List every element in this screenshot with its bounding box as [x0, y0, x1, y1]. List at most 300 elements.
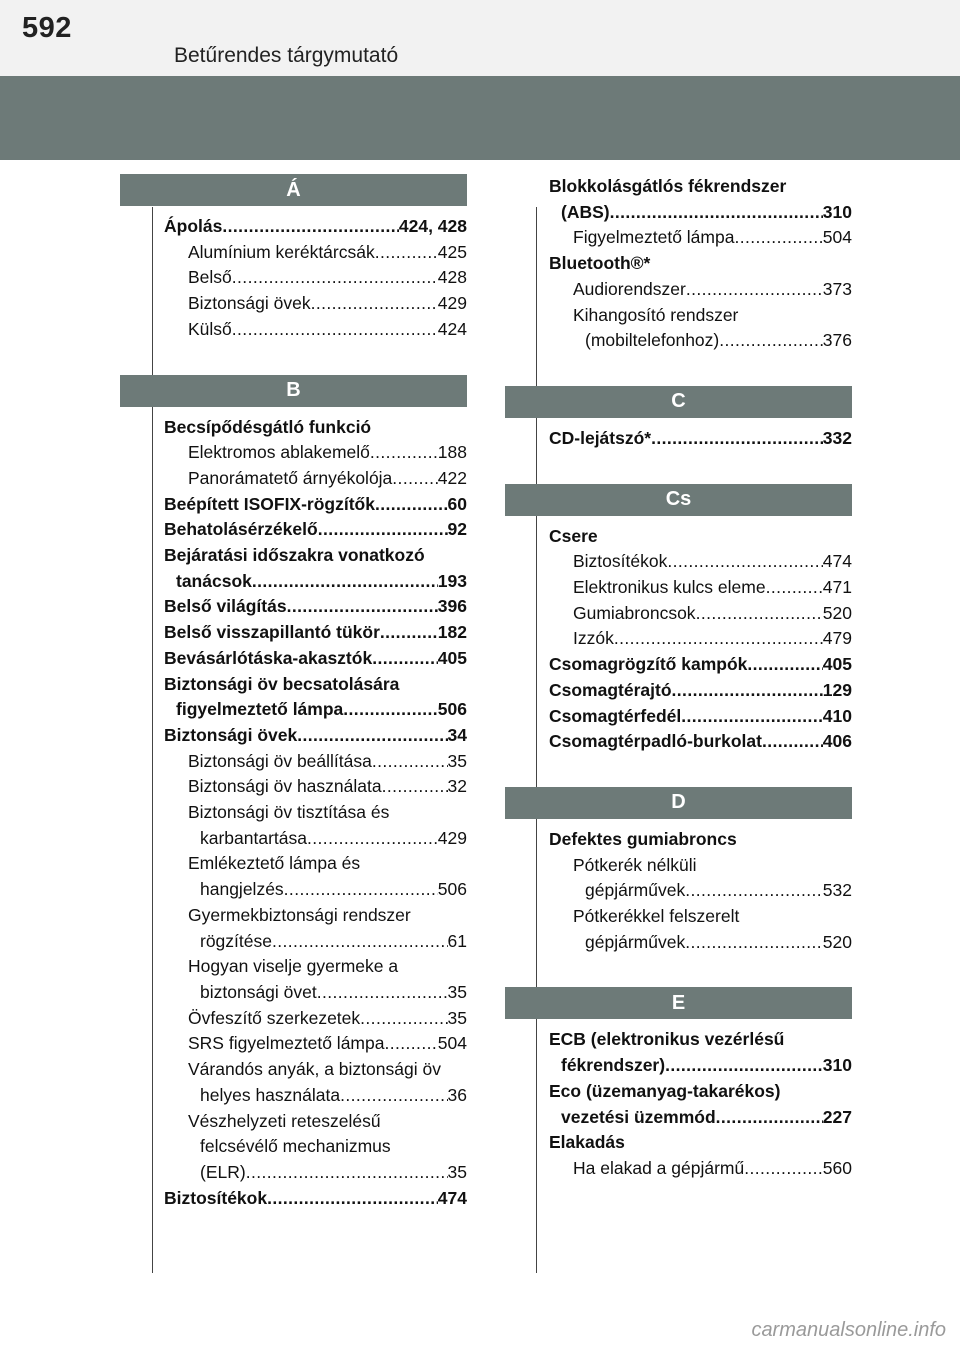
index-entry-line — [164, 646, 467, 672]
index-entry-line — [561, 1053, 852, 1079]
index-entry[interactable] — [120, 492, 467, 518]
index-entry-page: 504 — [822, 227, 852, 248]
dot-leader — [272, 929, 448, 955]
index-entry[interactable] — [120, 214, 467, 240]
index-entry-line — [188, 1109, 467, 1135]
section-gap — [120, 343, 467, 375]
section-header: C — [505, 386, 852, 418]
dot-leader — [382, 774, 448, 800]
index-entry[interactable] — [120, 954, 467, 980]
index-entry-term: CD-lejátszó* — [549, 427, 652, 448]
index-entry[interactable] — [120, 929, 467, 955]
index-entry[interactable] — [120, 415, 467, 441]
index-entry[interactable] — [120, 1006, 467, 1032]
dot-leader — [284, 877, 438, 903]
index-entry-term: Biztonsági övek — [188, 293, 311, 314]
index-entry[interactable] — [120, 517, 467, 543]
dot-leader — [614, 626, 823, 652]
dot-leader — [762, 729, 823, 755]
index-entry-term: Csomagtérajtó — [549, 679, 672, 700]
index-entry-page: 193 — [437, 570, 467, 591]
index-entry-page: 36 — [447, 1084, 467, 1105]
index-entry-term: Csomagtérpadló-burkolat — [549, 731, 762, 752]
index-entry-page: 560 — [822, 1157, 852, 1178]
index-entry[interactable] — [120, 723, 467, 749]
index-entry-page: 92 — [447, 519, 467, 540]
index-entry[interactable] — [120, 240, 467, 266]
dot-leader — [375, 492, 448, 518]
dot-leader — [719, 328, 823, 354]
index-entry-line — [549, 729, 852, 755]
index-entry[interactable] — [120, 1160, 467, 1186]
dot-leader — [372, 646, 438, 672]
index-entry-page: 61 — [447, 930, 467, 951]
index-entry-line — [561, 1105, 852, 1131]
dot-leader — [343, 697, 438, 723]
index-entry-term: Audiorendszer — [573, 278, 686, 299]
index-entry-page: 425 — [437, 241, 467, 262]
index-entry[interactable] — [120, 466, 467, 492]
index-entry-line — [549, 1130, 852, 1156]
dot-leader — [318, 517, 448, 543]
index-entry-term: Külső — [188, 318, 232, 339]
index-entry-line — [164, 492, 467, 518]
index-entry[interactable] — [505, 601, 852, 627]
index-entry-term: Elektronikus kulcs eleme — [573, 577, 766, 598]
index-entry-line — [188, 800, 467, 826]
index-entry[interactable] — [120, 1186, 467, 1212]
index-entry[interactable] — [505, 1079, 852, 1105]
left-column — [120, 174, 467, 1211]
index-entry[interactable] — [505, 1027, 852, 1053]
index-entry[interactable] — [505, 878, 852, 904]
index-entry-line — [561, 200, 852, 226]
index-entry-line — [549, 426, 852, 452]
index-entry[interactable] — [120, 569, 467, 595]
index-entry[interactable] — [120, 1134, 467, 1160]
dot-leader — [232, 265, 438, 291]
dot-leader — [672, 678, 823, 704]
index-entry-page: 406 — [822, 731, 852, 752]
index-entry[interactable] — [505, 1156, 852, 1182]
index-entry[interactable] — [120, 800, 467, 826]
index-entry-term: Vészhelyzeti reteszelésű — [188, 1110, 381, 1131]
index-entry[interactable] — [120, 749, 467, 775]
index-entry[interactable] — [120, 1031, 467, 1057]
index-entry-page: 35 — [447, 750, 467, 771]
dot-leader — [307, 826, 438, 852]
index-entry-term: figyelmeztető lámpa — [176, 699, 344, 720]
index-entry-line — [176, 697, 467, 723]
index-entry-term: Biztosítékok — [164, 1187, 268, 1208]
dot-leader — [610, 200, 823, 226]
index-entry-line — [188, 1031, 467, 1057]
index-entry-term: Csomagrögzítő kampók — [549, 654, 748, 675]
dot-leader — [372, 749, 448, 775]
index-entry-page: 474 — [437, 1187, 467, 1208]
index-entry[interactable] — [120, 1109, 467, 1135]
index-entry[interactable] — [120, 543, 467, 569]
index-entry-term: Belső világítás — [164, 596, 287, 617]
index-entry-page: 429 — [437, 293, 467, 314]
index-entry-page: 520 — [822, 931, 852, 952]
index-entry[interactable] — [120, 774, 467, 800]
index-entry-line — [176, 569, 467, 595]
index-entry[interactable] — [120, 1057, 467, 1083]
dot-leader — [340, 1083, 447, 1109]
dot-leader — [232, 317, 438, 343]
index-entry-line — [200, 929, 467, 955]
index-entry-page: 35 — [447, 1007, 467, 1028]
index-entry-term: Gumiabroncsok — [573, 602, 696, 623]
index-entry-term: Defektes gumiabroncs — [549, 828, 737, 849]
index-entry-line — [573, 277, 852, 303]
index-entry-term: Eco (üzemanyag-takarékos) — [549, 1080, 781, 1101]
dot-leader — [685, 930, 823, 956]
index-entry-line — [200, 980, 467, 1006]
index-entry-page: 520 — [822, 602, 852, 623]
index-entry[interactable] — [505, 174, 852, 200]
index-entry-term: helyes használata — [200, 1084, 341, 1105]
index-entry-line — [549, 827, 852, 853]
index-entry-line — [200, 826, 467, 852]
index-entry[interactable] — [505, 200, 852, 226]
dot-leader — [696, 601, 823, 627]
index-entry-term: Övfeszítő szerkezetek — [188, 1007, 361, 1028]
header-banner — [0, 76, 960, 160]
index-entry-term: Ápolás — [164, 216, 223, 236]
index-entry[interactable] — [120, 291, 467, 317]
index-entry-line — [188, 265, 467, 291]
index-entry[interactable] — [505, 549, 852, 575]
section-gap — [505, 354, 852, 386]
index-entry[interactable] — [120, 265, 467, 291]
index-entry-term: (ABS) — [561, 201, 610, 222]
index-entry[interactable] — [120, 903, 467, 929]
index-entry[interactable] — [505, 827, 852, 853]
index-entry-term: Gyermekbiztonsági rendszer — [188, 904, 411, 925]
dot-leader — [384, 1031, 437, 1057]
index-entry-page: 310 — [822, 201, 852, 222]
index-entry-line — [573, 626, 852, 652]
index-entry[interactable] — [120, 980, 467, 1006]
index-entry-line — [188, 954, 467, 980]
index-entry-line — [188, 291, 467, 317]
index-entry-term: gépjárművek — [585, 931, 686, 952]
dot-leader — [667, 549, 822, 575]
index-entry-term: Becsípődésgátló funkció — [164, 416, 372, 437]
index-entry[interactable] — [505, 678, 852, 704]
index-entry-term: karbantartása — [200, 827, 308, 848]
index-entry-line — [188, 1057, 467, 1083]
index-entry-page: 471 — [822, 577, 852, 598]
index-entry-line — [573, 601, 852, 627]
dot-leader — [370, 440, 438, 466]
index-entry-term: Panorámatető árnyékolója — [188, 467, 393, 488]
index-entry-line — [549, 1079, 852, 1105]
dot-leader — [716, 1105, 823, 1131]
index-entry-term: Belső visszapillantó tükör — [164, 622, 380, 643]
dot-leader — [380, 620, 438, 646]
index-entry-term: ECB (elektronikus vezérlésű — [549, 1029, 785, 1050]
index-entry-term: Emlékeztető lámpa és — [188, 853, 361, 874]
index-entry-term: Alumínium keréktárcsák — [188, 241, 375, 262]
dot-leader — [686, 277, 823, 303]
index-entry[interactable] — [120, 672, 467, 698]
index-entry-page: 34 — [447, 724, 467, 745]
index-entry-line — [164, 723, 467, 749]
index-entry-term: tanácsok — [176, 570, 252, 591]
index-entry-term: Elakadás — [549, 1132, 625, 1153]
index-entry-line — [188, 317, 467, 343]
index-entry-page: 129 — [822, 679, 852, 700]
index-entry-page: 376 — [822, 330, 852, 351]
dot-leader — [651, 426, 823, 452]
index-entry[interactable] — [120, 877, 467, 903]
index-entry-term: gépjárművek — [585, 880, 686, 901]
index-entry[interactable] — [505, 729, 852, 755]
index-entry-page: 332 — [822, 427, 852, 448]
index-entry-page: 405 — [437, 647, 467, 668]
index-entry[interactable] — [505, 251, 852, 277]
index-entry-term: Bluetooth®* — [549, 253, 651, 274]
dot-leader — [287, 594, 438, 620]
index-entry-line — [164, 672, 467, 698]
index-entry-page: 227 — [822, 1106, 852, 1127]
index-entry[interactable] — [505, 277, 852, 303]
index-entry-term: Csomagtérfedél — [549, 705, 682, 726]
index-entry-line — [573, 575, 852, 601]
index-entry-term: Pótkerékkel felszerelt — [573, 906, 740, 927]
index-entry[interactable] — [505, 1105, 852, 1131]
index-entry[interactable] — [505, 426, 852, 452]
dot-leader — [685, 878, 823, 904]
index-entry-term: Elektromos ablakemelő — [188, 442, 370, 463]
index-entry-page: 396 — [437, 596, 467, 617]
index-entry-term: Ha elakad a gépjármű — [573, 1157, 745, 1178]
index-entry[interactable] — [120, 697, 467, 723]
index-entry-term: Behatolásérzékelő — [164, 519, 318, 540]
index-entry[interactable] — [120, 851, 467, 877]
index-entry[interactable] — [505, 303, 852, 329]
index-entry-term: felcsévélő mechanizmus — [200, 1136, 391, 1157]
index-entry-line — [200, 1134, 467, 1160]
index-entry-page: 373 — [822, 278, 852, 299]
dot-leader — [392, 466, 438, 492]
dot-leader — [734, 225, 822, 251]
right-column — [505, 174, 852, 1182]
index-entry-term: Kihangosító rendszer — [573, 304, 739, 325]
index-entry-term: Pótkerék nélküli — [573, 854, 697, 875]
index-entry-term: Várandós anyák, a biztonsági öv — [188, 1059, 441, 1080]
dot-leader — [297, 723, 447, 749]
index-entry-term: Beépített ISOFIX-rögzítők — [164, 493, 375, 514]
index-entry-line — [188, 749, 467, 775]
index-entry-line — [188, 774, 467, 800]
index-entry-term: fékrendszer) — [561, 1055, 666, 1076]
index-entry-line — [164, 543, 467, 569]
index-entry-line — [188, 851, 467, 877]
index-entry-line — [573, 303, 852, 329]
index-entry-line — [585, 930, 852, 956]
index-entry-line — [549, 678, 852, 704]
section-spacer — [120, 407, 467, 415]
index-entry-page: 35 — [447, 1161, 467, 1182]
index-entry[interactable] — [505, 626, 852, 652]
dot-leader — [375, 240, 438, 266]
index-entry-term: Blokkolásgátlós fékrendszer — [549, 176, 787, 196]
index-entry-term: rögzítése — [200, 930, 272, 951]
index-entry-line — [573, 904, 852, 930]
index-entry-page: 182 — [437, 622, 467, 643]
section-header: Á — [120, 174, 467, 206]
index-entry-page: 424, 428 — [398, 216, 467, 236]
section-gap — [505, 955, 852, 987]
index-entry-line — [549, 251, 852, 277]
index-entry[interactable] — [120, 1083, 467, 1109]
index-entry[interactable] — [505, 524, 852, 550]
index-entry-term: Biztonsági övek — [164, 724, 298, 745]
index-entry[interactable] — [505, 328, 852, 354]
index-entry-page: 32 — [447, 776, 467, 797]
index-entry-page: 410 — [822, 705, 852, 726]
watermark: carmanualsonline.info — [751, 1319, 946, 1341]
index-entry[interactable] — [120, 440, 467, 466]
dot-leader — [766, 575, 823, 601]
section-spacer — [505, 516, 852, 524]
index-entry-line — [164, 1186, 467, 1212]
index-entry-term: Biztonsági öv használata — [188, 776, 382, 797]
index-entry-term: (mobiltelefonhoz) — [585, 330, 720, 351]
dot-leader — [267, 1186, 438, 1212]
index-entry-line — [200, 1160, 467, 1186]
index-entry-page: 474 — [822, 551, 852, 572]
section-spacer — [505, 418, 852, 426]
index-entry-term: Biztonsági öv tisztítása és — [188, 802, 390, 823]
index-entry-line — [164, 517, 467, 543]
index-entry-term: Hogyan viselje gyermeke a — [188, 956, 399, 977]
index-entry[interactable] — [505, 225, 852, 251]
dot-leader — [246, 1160, 448, 1186]
index-entry-page: 532 — [822, 880, 852, 901]
index-entry-term: vezetési üzemmód — [561, 1106, 716, 1127]
index-entry[interactable] — [505, 930, 852, 956]
index-entry-term: biztonsági övet — [200, 981, 317, 1002]
index-entry-term: SRS figyelmeztető lámpa — [188, 1033, 385, 1054]
index-entry[interactable] — [120, 594, 467, 620]
dot-leader — [311, 291, 438, 317]
index-entry[interactable] — [505, 575, 852, 601]
section-spacer — [505, 1019, 852, 1027]
dot-leader — [744, 1156, 823, 1182]
index-entry-page: 422 — [437, 467, 467, 488]
index-entry[interactable] — [120, 620, 467, 646]
page-title: Betűrendes tárgymutató — [174, 44, 399, 67]
index-entry-line — [549, 704, 852, 730]
index-entry-page: 310 — [822, 1055, 852, 1076]
index-entry-page: 35 — [447, 981, 467, 1002]
index-entry-page: 504 — [437, 1033, 467, 1054]
dot-leader — [317, 980, 448, 1006]
index-entry-page: 479 — [822, 628, 852, 649]
section-header: E — [505, 987, 852, 1019]
index-entry-line — [573, 549, 852, 575]
index-entry-term: Biztosítékok — [573, 551, 668, 572]
index-entry-line — [573, 225, 852, 251]
index-entry-line — [573, 1156, 852, 1182]
dot-leader — [681, 704, 823, 730]
index-entry[interactable] — [505, 853, 852, 879]
index-entry-term: Belső — [188, 267, 232, 288]
index-entry-line — [573, 853, 852, 879]
index-entry-term: hangjelzés — [200, 879, 284, 900]
section-spacer — [505, 819, 852, 827]
index-entry[interactable] — [505, 704, 852, 730]
dot-leader — [360, 1006, 447, 1032]
index-entry-page: 424 — [437, 318, 467, 339]
index-entry-term: Biztonsági öv beállítása — [188, 750, 372, 771]
dot-leader — [665, 1053, 823, 1079]
index-entry-page: 405 — [822, 654, 852, 675]
dot-leader — [747, 652, 822, 678]
section-header: Cs — [505, 484, 852, 516]
index-entry[interactable] — [120, 317, 467, 343]
section-header: B — [120, 375, 467, 407]
index-entry[interactable] — [505, 904, 852, 930]
dot-leader — [252, 569, 438, 595]
index-entry[interactable] — [505, 1130, 852, 1156]
page-header-bar — [0, 0, 960, 76]
index-entry-page: 60 — [447, 493, 467, 514]
index-entry-line — [164, 594, 467, 620]
index-entry-line — [585, 878, 852, 904]
index-entry-term: Bejáratási időszakra vonatkozó — [164, 545, 425, 566]
index-entry-line — [549, 524, 852, 550]
index-entry-line — [188, 466, 467, 492]
index-entry[interactable] — [505, 1053, 852, 1079]
section-header: D — [505, 787, 852, 819]
section-spacer — [120, 206, 467, 214]
index-entry[interactable] — [505, 652, 852, 678]
index-entry-term: Csere — [549, 525, 598, 546]
section-gap — [505, 452, 852, 484]
index-entry-line — [200, 877, 467, 903]
index-entry-page: 429 — [437, 827, 467, 848]
index-entry-line — [200, 1083, 467, 1109]
index-entry-term: Figyelmeztető lámpa — [573, 227, 735, 248]
index-entry[interactable] — [120, 646, 467, 672]
index-entry-line — [164, 620, 467, 646]
index-entry-line — [549, 174, 852, 200]
index-entry-line — [164, 415, 467, 441]
index-entry-page: 428 — [437, 267, 467, 288]
index-entry-line — [188, 903, 467, 929]
index-entry-line — [188, 240, 467, 266]
index-entry-page: 506 — [437, 879, 467, 900]
index-entry-page: 506 — [437, 699, 467, 720]
section-gap — [505, 755, 852, 787]
index-entry-line — [549, 652, 852, 678]
index-entry[interactable] — [120, 826, 467, 852]
index-entry-line — [585, 328, 852, 354]
index-entry-page: 188 — [437, 442, 467, 463]
index-entry-line — [164, 214, 467, 240]
page-number: 592 — [22, 12, 72, 44]
index-entry-line — [188, 1006, 467, 1032]
index-entry-term: Biztonsági öv becsatolására — [164, 673, 400, 694]
index-entry-line — [188, 440, 467, 466]
index-entry-line — [549, 1027, 852, 1053]
